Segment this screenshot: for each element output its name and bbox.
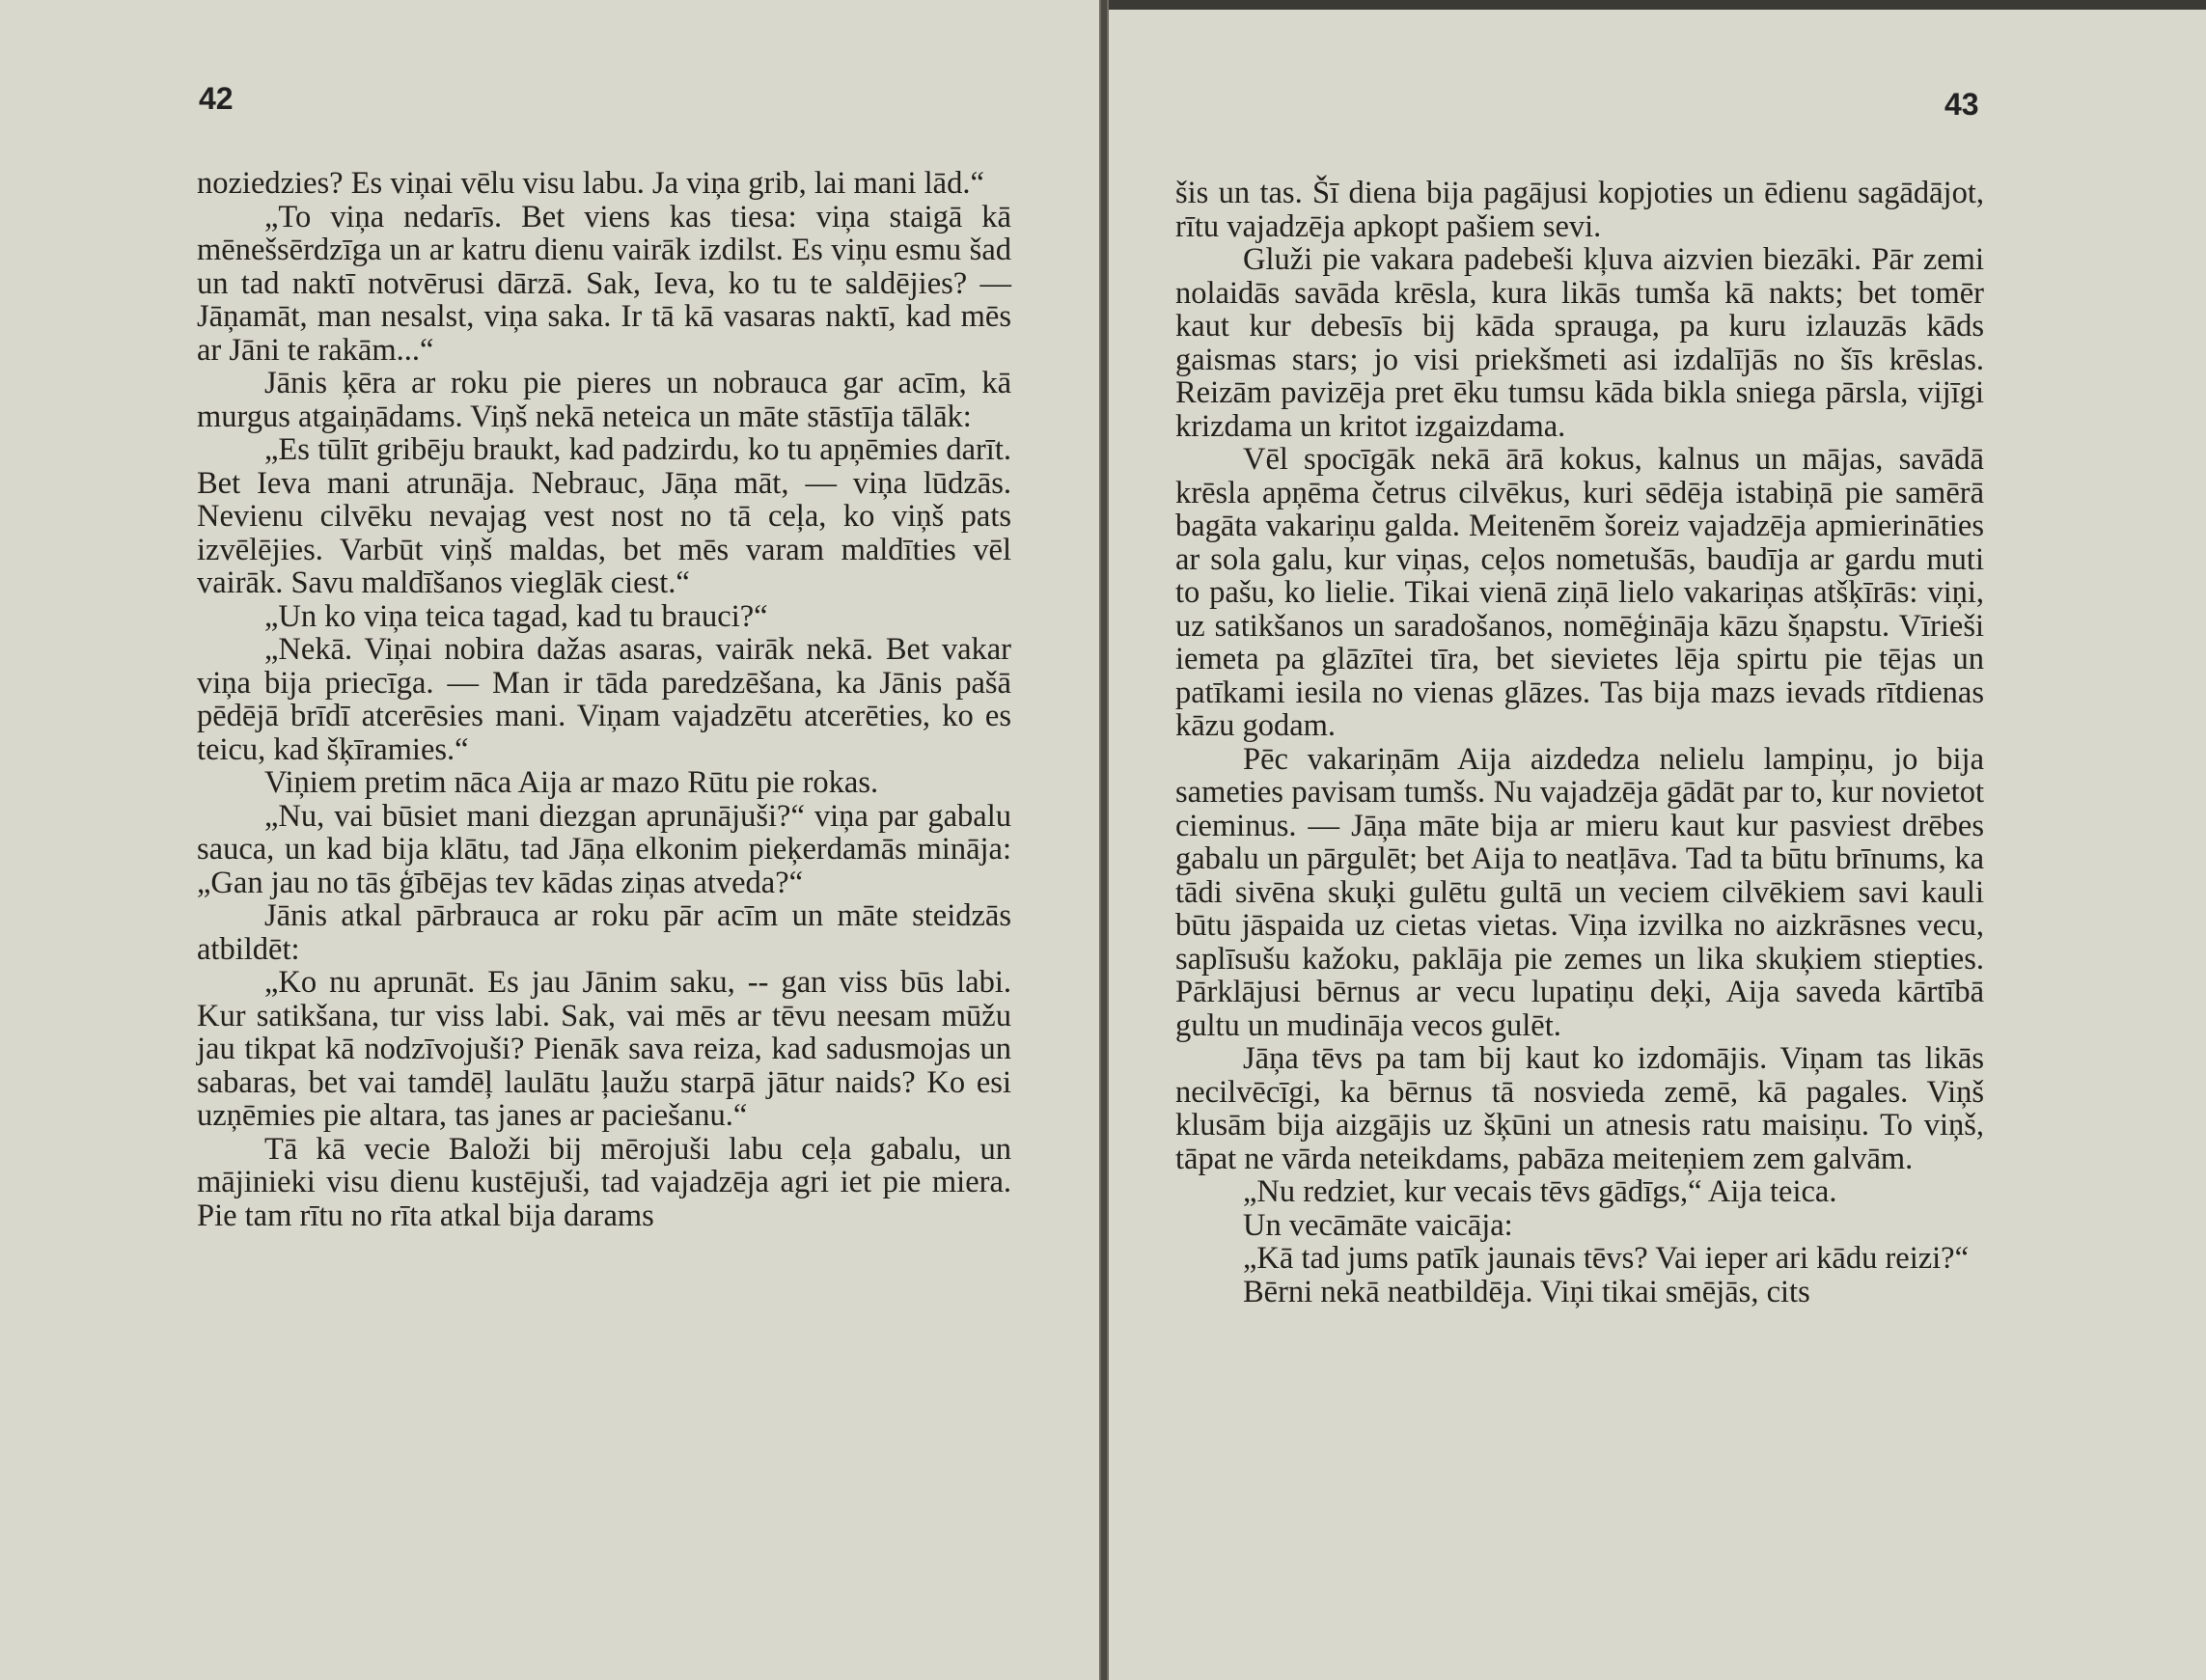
paragraph: šis un tas. Šī diena bija pagājusi kopjoties un ēdienu sagādājot, rītu vajadzēja apkopt pašiem sevi. [1175, 176, 1984, 244]
paragraph: Jānis ķēra ar roku pie pieres un nobrauca gar acīm, kā murgus atgaiņādams. Viņš nekā neteica un māte stāstīja tālāk: [197, 366, 1011, 434]
page-text [197, 167, 1011, 1232]
left-page [0, 0, 1101, 1680]
paragraph: Jāņa tēvs pa tam bij kaut ko izdomājis. Viņam tas likās necilvēcīgi, ka bērnus tā nosvieda zemē, kā pagales. Viņš klusām bija aizgājis uz šķūni un atnesis ratu maisiņu. To viņš, tāpat ne vārda neteikdams, pabāza meiteņiem zem galvām. [1175, 1041, 1984, 1176]
paragraph: Gluži pie vakara padebeši kļuva aizvien biezāki. Pār zemi nolaidās savāda krēsla, kura likās tumša kā nakts; bet tomēr kaut kur debesīs bij kāda sprauga, pa kuru izlauzās kāds gaismas stars; jo visi priekšmeti asi izdalījās no šīs krēslas. Reizām pavizēja pret ēku tumsu kāda bikla sniega pārsla, vijīgi krizdama un kritot izgaizdama. [1175, 242, 1984, 444]
page-text [1175, 177, 1984, 1308]
paragraph: Vēl spocīgāk nekā ārā kokus, kalnus un mājas, savādā krēsla apņēma četrus cilvēkus, kuri sēdēja istabiņā pie samērā bagāta vakariņu galda. Meitenēm šoreiz vajadzēja apmierināties ar sola galu, kur viņas, ceļos nometušās, baudīja ar gardu muti to pašu, ko lielie. Tikai vienā ziņā lielo vakariņas atšķīrās: viņi, uz satikšanos un saradošanos, nomēģināja kāzu šņapstu. Vīrieši iemeta pa glāzītei tīra, bet sievietes lēja spirtu pie tējas un patīkami iesila no vienas glāzes. Tas bija mazs ievads rītdienas kāzu godam. [1175, 442, 1984, 743]
paragraph: Un vecāmāte vaicāja: [1243, 1207, 1513, 1243]
paragraph: noziedzies? Es viņai vēlu visu labu. Ja viņa grib, lai mani lād.“ [197, 166, 984, 201]
paragraph: „Es tūlīt gribēju braukt, kad padzirdu, ko tu apņēmies darīt. Bet Ieva mani atrunāja. Nebrauc, Jāņa māt, — viņa lūdzās. Nevienu cilvēku nevajag vest nost no tā ceļa, ko viņš pats izvēlējies. Varbūt viņš maldas, bet mēs varam maldīties vēl vairāk. Savu maldīšanos vieglāk ciest.“ [197, 432, 1011, 600]
paragraph: Tā kā vecie Baloži bij mērojuši labu ceļa gabalu, un mājinieki visu dienu kustējuši, tad vajadzēja agri iet pie miera. Pie tam rītu no rīta atkal bija darams [197, 1131, 1011, 1233]
paragraph: Viņiem pretim nāca Aija ar mazo Rūtu pie rokas. [264, 765, 879, 800]
paragraph: „Nekā. Viņai nobira dažas asaras, vairāk nekā. Bet vakar viņa bija priecīga. — Man ir tāda paredzēšana, ka Jānis pašā pēdējā brīdī atcerēsies mani. Viņam vajadzētu atcerēties, ko es teicu, kad šķīramies.“ [197, 632, 1011, 767]
page-number: 42 [199, 81, 234, 116]
paragraph: „Ko nu aprunāt. Es jau Jānim saku, -- gan viss būs labi. Kur satikšana, tur viss labi. Sak, vai mēs ar tēvu neesam mūžu jau tikpat kā nodzīvojuši? Pienāk sava reiza, kad sadusmojas un sabaras, bet vai tamdēļ laulātu ļaužu starpā jātur naids? Ko esi uzņēmies pie altara, tas janes ar paciešanu.“ [197, 965, 1011, 1133]
paragraph: „Kā tad jums patīk jaunais tēvs? Vai ieper ari kādu reizi?“ [1243, 1241, 1970, 1276]
page-number: 43 [1944, 87, 1979, 122]
paragraph: „Nu, vai būsiet mani diezgan aprunājuši?“ viņa par gabalu sauca, un kad bija klātu, tad Jāņa elkonim pieķerdamās mināja: „Gan jau no tās ģībējas tev kādas ziņas atveda?“ [197, 798, 1011, 900]
paragraph: Pēc vakariņām Aija aizdedza nelielu lampiņu, jo bija sameties pavisam tumšs. Nu vajadzēja gādāt par to, kur novietot cieminus. — Jāņa māte bija ar mieru kaut kur pasviest drēbes gabalu un pārgulēt; bet Aija to neatļāva. Tad ta būtu brīnums, ka tādi sivēna skuķi gulētu gultā un veciem cilvēkiem savi kauli būtu jāspaida uz cietas vietas. Viņa izvilka no aizkrāsnes vecu, saplīsušu kažoku, paklāja pie zemes un lika skuķiem stiepties. Pārklājusi bērnus ar vecu lupatiņu deķi, Aija saveda kārtībā gultu un mudināja vecos gulēt. [1175, 741, 1984, 1043]
paragraph: Jānis atkal pārbrauca ar roku pār acīm un māte steidzās atbildēt: [197, 898, 1011, 967]
page-edge-band [1109, 0, 2206, 10]
paragraph: „Un ko viņa teica tagad, kad tu brauci?“ [264, 598, 768, 634]
paragraph: „Nu redziet, kur vecais tēvs gādīgs,“ Aija teica. [1243, 1174, 1837, 1209]
paragraph: Bērni nekā neatbildēja. Viņi tikai smējās, cits [1243, 1274, 1810, 1309]
paragraph: „To viņa nedarīs. Bet viens kas tiesa: viņa staigā kā mēnešsērdzīga un ar katru dienu vairāk izdilst. Es viņu esmu šad un tad naktī notvērusi dārzā. Sak, Ieva, ko tu te saldējies? — Jāņamāt, man nesalst, viņa saka. Ir tā kā vasaras naktī, kad mēs ar Jāni te rakām...“ [197, 199, 1011, 368]
